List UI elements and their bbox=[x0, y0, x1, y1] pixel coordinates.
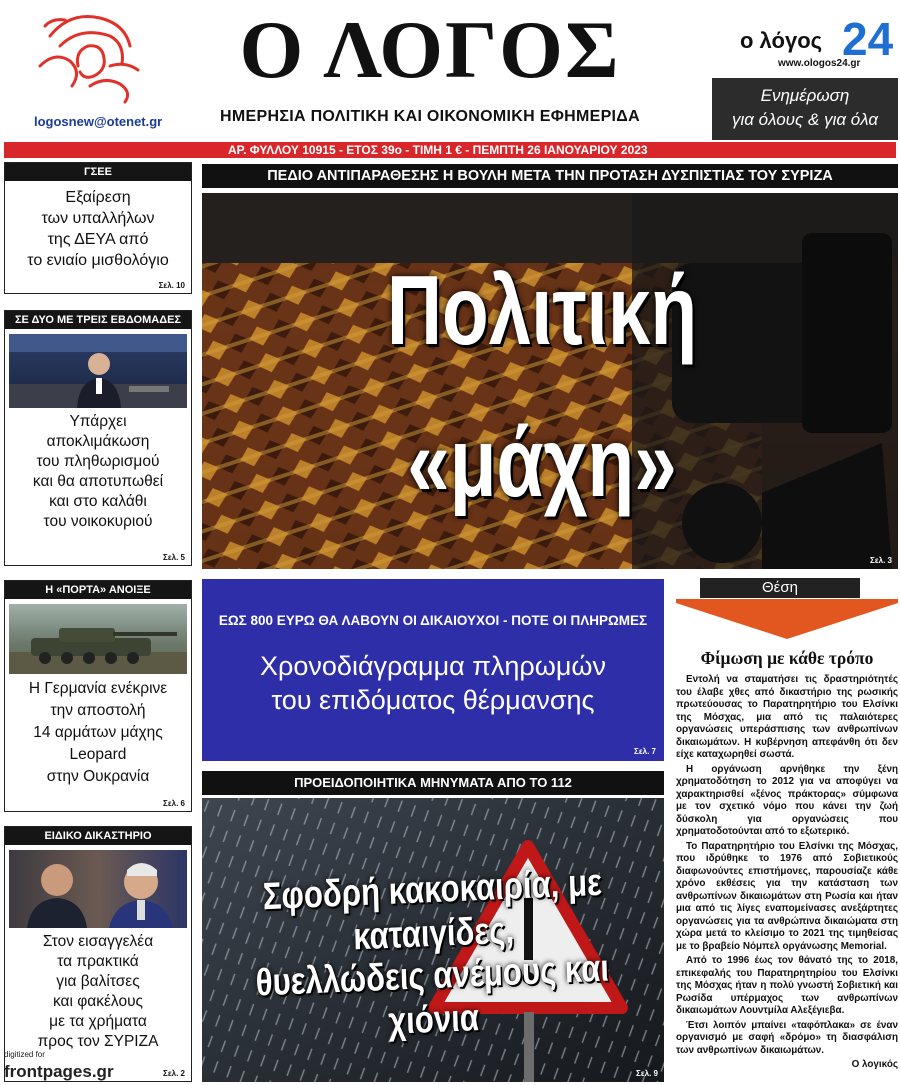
politicians-illustration bbox=[9, 850, 187, 928]
opinion-body bbox=[676, 674, 898, 1072]
headline-line: Υπάρχει bbox=[69, 413, 127, 430]
left-story-leopard[interactable] bbox=[4, 580, 192, 812]
heating-headline-line-1: Χρονοδιάγραμμα πληρωμών bbox=[260, 651, 606, 681]
headline-line: του πληθωρισμού bbox=[36, 453, 160, 470]
newspaper-subtitle: ΗΜΕΡΗΣΙΑ ΠΟΛΙΤΙΚΗ ΚΑΙ ΟΙΚΟΝΟΜΙΚΗ ΕΦΗΜΕΡΙΔΑ bbox=[220, 108, 640, 125]
opinion-signature: Ο λογικός bbox=[851, 1059, 898, 1070]
story-headline bbox=[5, 408, 191, 532]
opinion-banner bbox=[676, 599, 898, 639]
promo-line-2: για όλους & για όλα bbox=[731, 110, 879, 129]
story-kicker: Η «ΠΟΡΤΑ» ΑΝΟΙΞΕ bbox=[5, 581, 191, 599]
story-kicker: ΣΕ ΔΥΟ ΜΕ ΤΡΕΙΣ ΕΒΔΟΜΑΔΕΣ bbox=[5, 311, 191, 329]
hero-headline-line-2: «μάχη» bbox=[407, 407, 677, 517]
masthead bbox=[0, 0, 900, 140]
headline-line: του νοικοκυριού bbox=[43, 513, 153, 530]
heating-headline bbox=[202, 649, 664, 717]
headline-line: των υπαλλήλων bbox=[41, 210, 155, 227]
headline-line: το ενιαίο μισθολόγιο bbox=[27, 252, 169, 269]
heating-kicker: ΕΩΣ 800 ΕΥΡΩ ΘΑ ΛΑΒΟΥΝ ΟΙ ΔΙΚΑΙΟΥΧΟΙ - ΠΟΤΕ ΟΙ ΠΛΗΡΩΜΕΣ bbox=[218, 613, 648, 628]
headline-line: με τα χρήματα bbox=[49, 1013, 147, 1030]
storm-kicker: ΠΡΟΕΙΔΟΠΟΙΗΤΙΚΑ ΜΗΝΥΜΑΤΑ ΑΠΟ ΤΟ 112 bbox=[202, 771, 664, 795]
story-headline bbox=[5, 181, 191, 271]
tank-illustration bbox=[9, 604, 187, 674]
heating-allowance-story[interactable] bbox=[202, 579, 664, 761]
left-story-inflation[interactable] bbox=[4, 310, 192, 566]
promo-url[interactable]: www.ologos24.gr bbox=[778, 58, 861, 69]
website-promo[interactable] bbox=[712, 10, 898, 138]
headline-line: προς τον ΣΥΡΙΖΑ bbox=[37, 1033, 159, 1050]
heating-headline-line-2: του επιδόματος θέρμανσης bbox=[271, 685, 595, 715]
page-ref: Σελ. 3 bbox=[870, 556, 892, 565]
digitized-credit: digitized for bbox=[4, 1050, 45, 1059]
frontpages-credit[interactable]: frontpages.gr bbox=[4, 1062, 114, 1081]
opinion-tab: Θέση bbox=[700, 578, 860, 598]
logo-faces-icon bbox=[30, 6, 150, 106]
minister-illustration bbox=[9, 334, 187, 408]
masthead-email[interactable]: logosnew@otenet.gr bbox=[34, 114, 163, 129]
opinion-paragraph: Εντολή να σταματήσει τις δραστηριότητές του έλαβε χθες από δικαστήριο της ρωσικής πρωτεύουσας το Παρατηρητήριο του Ελσίνκι της Μόσχας, μια από τις παλαιότερες οργανώσεις υπεράσπισης των ανθρωπίνων δικαιωμάτων. Η κυβέρνηση απεφάνθη ότι δεν είχε καταχωρηθεί σωστά. bbox=[676, 674, 898, 760]
headline-line: και στο καλάθι bbox=[49, 493, 147, 510]
headline-line: αποκλιμάκωση bbox=[46, 433, 150, 450]
page-ref: Σελ. 6 bbox=[163, 799, 185, 808]
opinion-paragraph: Η οργάνωση αρνήθηκε την ξένη χρηματοδότηση το 2012 για να αποφύγει να χαρακτηρισθεί «ξένος πράκτορας» σύμφωνα με τον σχετικό νόμο που κάνει την ζωή δύσκολη για οργανώσεις που χρηματοδοτούνται από το εξωτερικό. bbox=[676, 763, 898, 837]
hero-story[interactable] bbox=[202, 193, 898, 569]
opinion-title: Φίμωση με κάθε τρόπο bbox=[700, 648, 874, 668]
story-headline bbox=[5, 928, 191, 1052]
opinion-paragraph: Το Παρατηρητήριο του Ελσίνκι της Μόσχας, που ιδρύθηκε το 1976 από Σοβιετικούς διαφωνούντες επιστήμονες, παρουσίαζε κάθε χρόνο εκθέσεις για την κατάσταση των ανθρωπίνων δικαιωμάτων στη Ρωσία και ήταν μια από τις λίγες εναπομείνασες ανεξάρτητες οργανώσεις για τα ανθρώπινα δικαιώματα στη χώρα μετά το κλείσιμο το 2021 της τιμηθείσας με το βραβείο Νόμπελ οργάνωσης Memorial. bbox=[676, 840, 898, 952]
storm-headline-line-1: Σφοδρή κακοκαιρία, με καταιγίδες, bbox=[262, 861, 603, 959]
promo-number: 24 bbox=[842, 13, 894, 65]
headline-line: Leopard bbox=[69, 746, 127, 763]
hero-kicker: ΠΕΔΙΟ ΑΝΤΙΠΑΡΑΘΕΣΗΣ Η ΒΟΥΛΗ ΜΕΤΑ ΤΗΝ ΠΡΟΤΑΣΗ ΔΥΣΠΙΣΤΙΑΣ ΤΟΥ ΣΥΡΙΖΑ bbox=[202, 164, 898, 188]
headline-line: την αποστολή bbox=[50, 702, 146, 719]
page-ref: Σελ. 5 bbox=[163, 553, 185, 562]
headline-line: 14 αρμάτων μάχης bbox=[33, 724, 163, 741]
page-ref: Σελ. 2 bbox=[163, 1069, 185, 1078]
headline-line: και φακέλους bbox=[52, 993, 144, 1010]
page-ref: Σελ. 7 bbox=[634, 747, 656, 756]
headline-line: Η Γερμανία ενέκρινε bbox=[28, 680, 168, 697]
issue-line: ΑΡ. ΦΥΛΛΟΥ 10915 - ΕΤΟΣ 39ο - ΤΙΜΗ 1 € - ΠΕΜΠΤΗ 26 ΙΑΝΟΥΑΡΙΟΥ 2023 bbox=[228, 143, 648, 157]
headline-line: τα πρακτικά bbox=[57, 953, 139, 970]
opinion-paragraph: Έτσι λοιπόν μπαίνει «ταφόπλακα» σε έναν οργανισμό με σαφή «δρόμο» τη διασφάλιση των ανθρωπίνων δικαιωμάτων. bbox=[676, 1019, 898, 1056]
promo-slogan bbox=[712, 78, 898, 140]
headline-line: Στον εισαγγελέα bbox=[42, 933, 154, 950]
storm-story[interactable] bbox=[202, 798, 664, 1082]
story-headline bbox=[5, 674, 191, 788]
headline-line: και θα αποτυπωθεί bbox=[32, 473, 164, 490]
minister-photo bbox=[9, 334, 187, 408]
newspaper-title: Ο ΛΟΓΟΣ bbox=[239, 4, 621, 95]
left-story-court[interactable] bbox=[4, 826, 192, 1082]
storm-headline-line-2: θυελλώδεις ανέμους και χιόνια bbox=[255, 947, 610, 1043]
page-ref: Σελ. 9 bbox=[636, 1069, 658, 1078]
left-story-gsee[interactable] bbox=[4, 162, 192, 294]
story-kicker: ΕΙΔΙΚΟ ΔΙΚΑΣΤΗΡΙΟ bbox=[5, 827, 191, 845]
politicians-photo bbox=[9, 850, 187, 928]
opinion-paragraph: Από το 1996 έως τον θάνατό της το 2018, επικεφαλής του Παρατηρητηρίου του Ελσίνκι της Μόσχας ήταν η πολύ γνωστή Σοβιετική και Ρωσίδα υπέρμαχος των ανθρωπίνων δικαιωμάτων Λουντμίλα Αλεξέγιεβα. bbox=[676, 955, 898, 1016]
headline-line: στην Ουκρανία bbox=[46, 768, 150, 785]
tank-photo bbox=[9, 604, 187, 674]
issue-bar bbox=[4, 142, 896, 158]
story-kicker: ΓΣΕΕ bbox=[5, 163, 191, 181]
headline-line: για βαλίτσες bbox=[56, 973, 140, 990]
hero-headline-line-1: Πολιτική bbox=[386, 255, 698, 365]
headline-line: της ΔΕΥΑ από bbox=[47, 231, 149, 248]
promo-brand: ο λόγος bbox=[740, 28, 823, 53]
page-ref: Σελ. 10 bbox=[158, 281, 185, 290]
promo-line-1: Ενημέρωση bbox=[760, 86, 850, 105]
headline-line: Εξαίρεση bbox=[65, 189, 131, 206]
